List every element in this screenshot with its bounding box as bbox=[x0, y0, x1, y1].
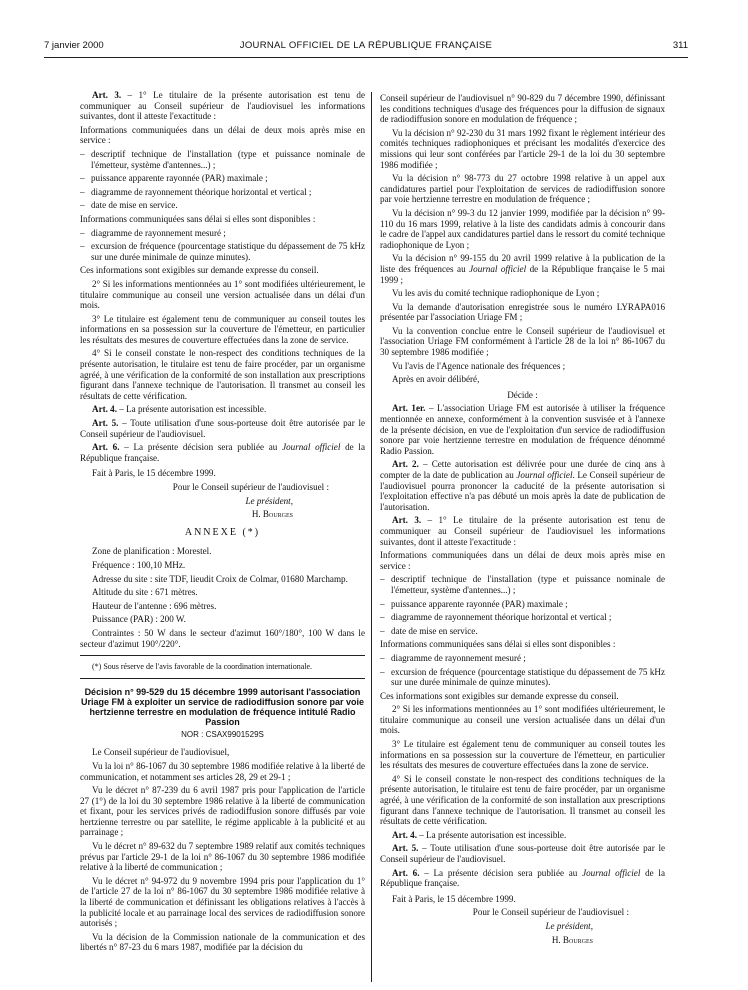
article-5 bbox=[380, 843, 665, 864]
annexe-line: Hauteur de l'antenne : 696 mètres. bbox=[92, 600, 217, 611]
article-4 bbox=[380, 830, 665, 841]
visa-text: de la République française le 5 mai 1999 ; bbox=[380, 263, 666, 285]
list-item: – diagramme de rayonnement théorique horizontal et vertical ; bbox=[80, 187, 365, 198]
article-label: Art. 5. bbox=[392, 843, 419, 854]
article-2 bbox=[380, 459, 665, 512]
visa-intro: Le Conseil supérieur de l'audiovisuel, bbox=[92, 747, 230, 758]
journal-title: JOURNAL OFFICIEL DE LA RÉPUBLIQUE FRANÇAISE bbox=[239, 40, 493, 51]
article-label: Art. 1er. bbox=[392, 403, 426, 414]
list-item: – date de mise en service. bbox=[380, 626, 665, 637]
visa: Vu la demande d'autorisation enregistrée sous le numéro LYRAPA016 présentée par l'association Uriage FM ; bbox=[380, 301, 665, 323]
list-item: – diagramme de rayonnement mesuré ; bbox=[380, 653, 665, 664]
fait-a-paris: Fait à Paris, le 15 décembre 1999. bbox=[392, 893, 516, 904]
article-text: . Le Conseil supérieur de l'audiovisuel pourra prononcer la caducité de la présente autorisation si l'exploitation effective n'a pas débuté un mois après la date de publication de l'autorisation. bbox=[380, 470, 665, 512]
article-text: – La présente décision sera publiée au bbox=[119, 442, 283, 453]
signatory: H. Bourges bbox=[251, 509, 293, 520]
article-label: Art. 3. bbox=[392, 515, 422, 526]
le-president: Le président, bbox=[245, 495, 293, 506]
header-date: 7 janvier 2000 bbox=[44, 40, 104, 51]
article-label: Art. 6. bbox=[92, 442, 120, 453]
article-text: – La présente autorisation est incessible. bbox=[117, 404, 267, 415]
visa: Vu la décision n° 98-773 du 27 octobre 1998 relative à un appel aux candidatures partiel pour l'exploitation de services de radiodiffusion sonore par voie hertzienne terrestre en modulation de fréquence ; bbox=[380, 173, 665, 205]
visa bbox=[380, 253, 665, 285]
article-label: Art. 3. bbox=[92, 90, 122, 100]
visa: Vu la décision n° 92-230 du 31 mars 1992 fixant le règlement intérieur des comités techniques radiophoniques et précisant les modalités d'exercice des missions qui leur sont conférées par l'article 29-1 de la loi du 30 septembre 1986 modifiée ; bbox=[380, 127, 665, 170]
article-5 bbox=[80, 418, 365, 439]
article-label: Art. 5. bbox=[92, 418, 119, 429]
section-rule bbox=[80, 678, 365, 679]
visa: Vu l'avis de l'Agence nationale des fréquences ; bbox=[392, 360, 566, 371]
journal-officiel: Journal officiel bbox=[516, 470, 573, 480]
visa: Vu le décret n° 89-632 du 7 septembre 1989 relatif aux comités techniques prévus par l'article 29-1 de la loi n° 86-1067 du 30 septembre 1986 modifiée relative à la liberté de communication ; bbox=[80, 841, 365, 873]
list-item: – diagramme de rayonnement théorique horizontal et vertical ; bbox=[380, 612, 665, 623]
paragraph-4: 4° Si le conseil constate le non-respect des conditions techniques de la présente autorisation, le titulaire est tenu de faire procéder, par un organisme agréé, à une vérification de la conformité de son installation aux prescriptions figurant dans l'annexe technique de l'autorisation. Il transmet au conseil les résultats de cette vérification. bbox=[80, 348, 365, 401]
article-label: Art. 6. bbox=[392, 867, 420, 878]
article-text: – Toute utilisation d'une sous-porteuse doit être autorisée par le Conseil supérieur de l'audiovisuel. bbox=[380, 843, 666, 864]
visa: Vu la décision de la Commission nationale de la communication et des libertés n° 87-23 du 6 mars 1987, modifiée par la décision du bbox=[80, 931, 365, 953]
article-label: Art. 2. bbox=[392, 459, 419, 470]
list-item: – excursion de fréquence (pourcentage statistique du dépassement de 75 kHz sur une durée minimale de quinze minutes). bbox=[80, 241, 365, 262]
info-nodelay-heading: Informations communiquées sans délai si elles sont disponibles : bbox=[380, 639, 616, 650]
footnote: (*) Sous réserve de l'avis favorable de la coordination internationale. bbox=[92, 662, 313, 672]
visa: Vu la décision n° 99-3 du 12 janvier 1999, modifiée par la décision n° 99-110 du 16 mars 1999, relative à la liste des candidats admis à concourir dans le cadre de l'appel aux candidatures partiel dans le ressort du comité technique radiophonique de Lyon ; bbox=[380, 207, 665, 250]
annexe-line: Puissance (PAR) : 200 W. bbox=[92, 614, 186, 625]
article-6 bbox=[80, 442, 365, 463]
info-delay-heading: Informations communiquées dans un délai de deux mois après mise en service : bbox=[380, 550, 665, 571]
list-item: – puissance apparente rayonnée (PAR) maximale ; bbox=[380, 599, 665, 610]
article-text: de la République française. bbox=[80, 442, 365, 463]
article-6 bbox=[380, 868, 665, 889]
article-4 bbox=[80, 404, 365, 415]
list-item: – diagramme de rayonnement mesuré ; bbox=[80, 228, 365, 239]
on-demand-note: Ces informations sont exigibles sur demande expresse du conseil. bbox=[80, 265, 319, 276]
list-item: – puissance apparente rayonnée (PAR) maximale ; bbox=[80, 173, 365, 184]
article-1 bbox=[380, 403, 665, 456]
annexe-line: Fréquence : 100,10 MHz. bbox=[92, 559, 186, 570]
list-item: – descriptif technique de l'installation (type et puissance nominale de l'émetteur, système d'antennes...) ; bbox=[80, 149, 365, 170]
pour-conseil: Pour le Conseil supérieur de l'audiovisuel : bbox=[472, 907, 629, 918]
on-demand-note: Ces informations sont exigibles sur demande expresse du conseil. bbox=[380, 690, 619, 701]
journal-officiel: Journal officiel bbox=[582, 867, 641, 878]
journal-officiel: Journal officiel bbox=[469, 263, 527, 274]
list-item: – descriptif technique de l'installation (type et puissance nominale de l'émetteur, système d'antennes...) ; bbox=[380, 574, 665, 595]
article-3 bbox=[80, 90, 365, 122]
nor-reference: NOR : CSAX9901529S bbox=[181, 729, 264, 739]
annexe-line: Contraintes : 50 W dans le secteur d'azimut 160°/180°, 100 W dans le secteur d'azimut 190°/220°. bbox=[80, 627, 365, 649]
right-column bbox=[380, 93, 665, 948]
annexe-line: Adresse du site : site TDF, lieudit Croix de Colmar, 01680 Marchamp. bbox=[92, 573, 348, 584]
article-text: – La présente autorisation est incessible. bbox=[417, 829, 567, 840]
paragraph-3: 3° Le titulaire est également tenu de communiquer au conseil toutes les informations en sa possession sur la couverture de l'émetteur, en particulier les résultats des mesures de couverture effectuées dans la zone de service. bbox=[80, 313, 365, 345]
left-column bbox=[80, 90, 365, 956]
visa: Après en avoir délibéré, bbox=[392, 374, 480, 385]
article-text: – Cette autorisation est délivrée pour une durée de cinq ans à compter de la date de publication au bbox=[380, 459, 666, 480]
visa: Vu le décret n° 87-239 du 6 avril 1987 pris pour l'application de l'article 27 (1°) de la loi du 30 septembre 1986 relative à la liberté de communication et fixant, pour les services privés de radiodiffusion sonore diffusés par voie hertzienne terrestre ou par satellite, le régime applicable à la publicité et au parrainage ; bbox=[80, 785, 365, 838]
article-3 bbox=[380, 515, 665, 547]
le-president: Le président, bbox=[545, 920, 593, 931]
visa: Vu les avis du comité technique radiophonique de Lyon ; bbox=[392, 288, 600, 299]
list-item: – date de mise en service. bbox=[80, 200, 365, 211]
article-text: – La présente décision sera publiée au bbox=[419, 867, 583, 878]
info-delay-heading: Informations communiquées dans un délai de deux mois après mise en service : bbox=[80, 124, 365, 146]
article-text: – L'association Uriage FM est autorisée à utiliser la fréquence mentionnée en annexe, conformément à la convention susvisée et à l'annexe de la présente décision, en vue de l'exploitation d'un service de radiodiffusion sonore par voie hertzienne terrestre en modulation de fréquence dénommé Radio Passion. bbox=[380, 403, 665, 456]
visa: Vu la loi n° 86-1067 du 30 septembre 1986 modifiée relative à la liberté de communication, et notamment ses articles 28, 29 et 29-1 ; bbox=[80, 760, 365, 782]
header-rule bbox=[44, 57, 688, 58]
article-text: – 1° Le titulaire de la présente autorisation est tenu de communiquer au Conseil supérieur de l'audiovisuel les informations suivantes, dont il atteste l'exactitude : bbox=[80, 90, 365, 122]
journal-officiel: Journal officiel bbox=[282, 442, 341, 453]
visa: Vu la convention conclue entre le Conseil supérieur de l'audiovisuel et l'association Uriage FM conformément à l'article 28 de la loi n° 86-1067 du 30 septembre 1986 modifiée ; bbox=[380, 325, 665, 358]
pour-conseil: Pour le Conseil supérieur de l'audiovisuel : bbox=[172, 482, 329, 492]
page-header bbox=[44, 40, 688, 54]
decision-title: Décision n° 99-529 du 15 décembre 1999 autorisant l'association Uriage FM à exploiter un service de radiodiffusion sonore par voie hertzienne terrestre en modulation de fréquence intitulé Radio Passion bbox=[80, 686, 365, 727]
column-divider bbox=[371, 92, 372, 982]
article-text: de la République française. bbox=[380, 867, 665, 889]
annexe-line: Altitude du site : 671 mètres. bbox=[92, 587, 198, 598]
visa-text: Vu la décision n° 99-155 du 20 avril 1999 relative à la publication de la liste des fréquences au bbox=[380, 253, 665, 274]
fait-a-paris: Fait à Paris, le 15 décembre 1999. bbox=[92, 468, 216, 479]
annexe-line: Zone de planification : Morestel. bbox=[92, 546, 212, 557]
article-text: – Toute utilisation d'une sous-porteuse doit être autorisée par le Conseil supérieur de l'audiovisuel. bbox=[80, 418, 366, 439]
signatory: H. Bourges bbox=[551, 934, 593, 945]
paragraph-2: 2° Si les informations mentionnées au 1° sont modifiées ultérieurement, le titulaire communique au conseil une version actualisée dans un délai d'un mois. bbox=[80, 278, 365, 311]
visa: Vu le décret n° 94-972 du 9 novembre 1994 pris pour l'application du 1° de l'article 27 de la loi n° 86-1067 du 30 septembre 1986 modifiée relative à la liberté de communication et définissant les obligations relatives à l'accès à la publicité locale et au parrainage local des services de radiodiffusion sonore autorisés ; bbox=[80, 875, 365, 929]
info-nodelay-heading: Informations communiquées sans délai si elles sont disponibles : bbox=[80, 213, 316, 224]
page-number: 311 bbox=[672, 40, 688, 51]
decide-heading: Décide : bbox=[507, 389, 538, 400]
list-item: – excursion de fréquence (pourcentage statistique du dépassement de 75 kHz sur une durée minimale de quinze minutes). bbox=[380, 667, 665, 688]
article-label: Art. 4. bbox=[92, 404, 117, 415]
article-text: – 1° Le titulaire de la présente autorisation est tenu de communiquer au Conseil supérieur de l'audiovisuel les informations suivantes, dont il atteste l'exactitude : bbox=[380, 515, 665, 547]
paragraph-4: 4° Si le conseil constate le non-respect des conditions techniques de la présente autorisation, le titulaire est tenu de faire procéder, par un organisme agréé, à une vérification de la conformité de son installation aux prescriptions figurant dans l'annexe technique de l'autorisation. Il transmet au conseil les résultats de cette vérification. bbox=[380, 773, 665, 827]
paragraph-3: 3° Le titulaire est également tenu de communiquer au conseil toutes les informations en sa possession sur la couverture de l'émetteur, en particulier les résultats des mesures de couverture effectuées dans la zone de service. bbox=[380, 739, 665, 771]
annexe-title: ANNEXE (*) bbox=[184, 526, 261, 538]
section-rule bbox=[80, 655, 365, 656]
article-label: Art. 4. bbox=[392, 829, 417, 840]
paragraph-2: 2° Si les informations mentionnées au 1° sont modifiées ultérieurement, le titulaire communique au conseil une version actualisée dans un délai d'un mois. bbox=[380, 704, 665, 736]
visa-continuation: Conseil supérieur de l'audiovisuel n° 90-829 du 7 décembre 1990, définissant les conditions techniques d'usage des fréquences pour la diffusion de signaux de radiodiffusion sonore en modulation de fréquence ; bbox=[380, 93, 665, 125]
